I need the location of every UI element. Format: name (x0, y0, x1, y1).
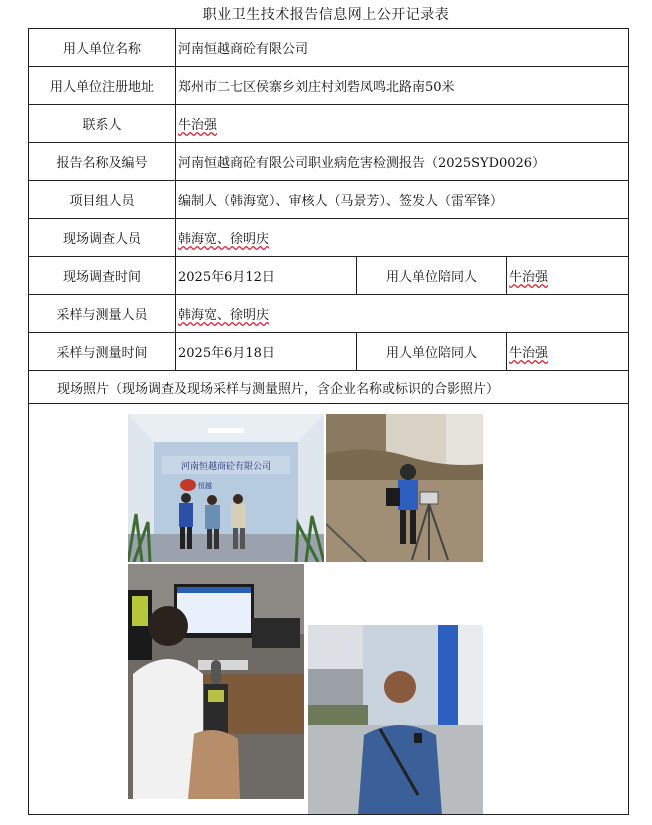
report-label: 报告名称及编号 (29, 143, 176, 181)
contact-label: 联系人 (29, 105, 176, 143)
logo-text: 恒越 (198, 482, 212, 490)
survey-staff-cell (176, 219, 629, 257)
address-value: 郑州市二七区侯寨乡刘庄村刘砦凤鸣北路南50米 (176, 67, 629, 105)
sampling-time-label: 采样与测量时间 (29, 333, 176, 371)
sign-text: 河南恒越商砼有限公司 (180, 462, 272, 472)
contact-cell (176, 105, 629, 143)
survey-companion-value: 牛治强 (509, 270, 549, 285)
row-report (29, 143, 629, 181)
photo-group (128, 414, 324, 562)
photo-computer-meter (128, 564, 304, 799)
survey-companion-label: 用人单位陪同人 (357, 257, 507, 295)
row-photos (29, 404, 629, 815)
address-label: 用人单位注册地址 (29, 67, 176, 105)
row-sampling-time (29, 333, 629, 371)
document-title: 职业卫生技术报告信息网上公开记录表 (202, 7, 450, 23)
team-label: 项目组人员 (29, 181, 176, 219)
survey-companion-cell (507, 257, 629, 295)
row-sampling-staff (29, 295, 629, 333)
sampling-staff-label: 采样与测量人员 (29, 295, 176, 333)
unit-name-label: 用人单位名称 (29, 29, 176, 67)
row-survey-staff (29, 219, 629, 257)
sampling-companion-value: 牛治强 (509, 346, 549, 361)
sampling-staff-cell (176, 295, 629, 333)
photos-cell (29, 404, 629, 815)
photos-caption: 现场照片（现场调查及现场采样与测量照片，含企业名称或标识的合影照片） (29, 371, 629, 404)
contact-value: 牛治强 (178, 118, 218, 133)
survey-time-label: 现场调查时间 (29, 257, 176, 295)
record-table (28, 28, 629, 815)
photo-worker-portrait (308, 625, 483, 815)
survey-time-value: 2025年6月12日 (176, 257, 357, 295)
unit-name-value: 河南恒越商砼有限公司 (176, 29, 629, 67)
row-contact (29, 105, 629, 143)
team-value: 编制人（韩海宽）、审核人（马景芳）、签发人（雷军锋） (176, 181, 629, 219)
sampling-time-value: 2025年6月18日 (176, 333, 357, 371)
survey-staff-label: 现场调查人员 (29, 219, 176, 257)
row-survey-time (29, 257, 629, 295)
row-address (29, 67, 629, 105)
photo-tripod-measurement (326, 414, 483, 562)
row-photos-caption (29, 371, 629, 404)
report-value: 河南恒越商砼有限公司职业病危害检测报告（2025SYD0026） (176, 143, 629, 181)
row-unit-name (29, 29, 629, 67)
row-team (29, 181, 629, 219)
survey-staff-value: 韩海宽、徐明庆 (178, 232, 270, 247)
sampling-companion-cell (507, 333, 629, 371)
sampling-staff-value: 韩海宽、徐明庆 (178, 308, 270, 323)
sampling-companion-label: 用人单位陪同人 (357, 333, 507, 371)
